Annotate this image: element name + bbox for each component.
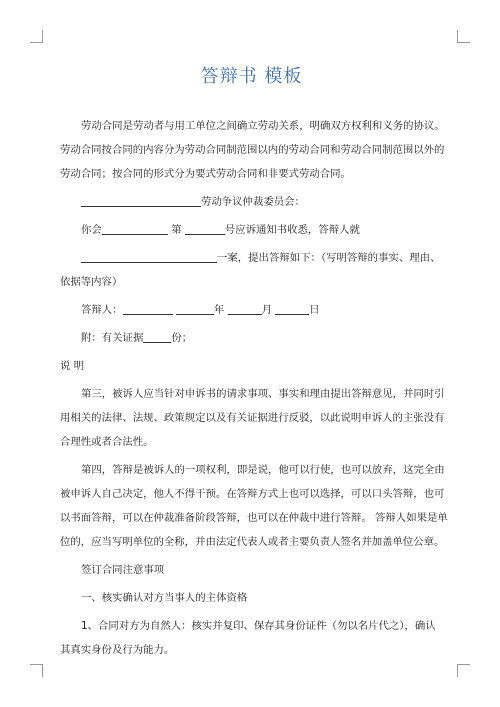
- day-blank[interactable]: [275, 301, 309, 315]
- note4-line-3: 以书面答辩，可以在仲裁准备阶段答辩，也可以在仲裁中进行答辩。 答辩人如果是单: [60, 512, 448, 524]
- notice-blank-2[interactable]: [185, 221, 225, 235]
- case-text: 一案，提出答辩如下：（写明答辩的事实、理由、: [217, 252, 441, 264]
- case-line-continued: 依据等内容）: [60, 276, 123, 288]
- month-blank[interactable]: [228, 301, 262, 315]
- note3-line-2: 用相关的法律、法规、政策规定以及有关证据进行反驳，以此说明申诉人的主张没有: [60, 412, 445, 424]
- note4-line-1: 第四，答辩是被诉人的一项权利，即是说，他可以行使，也可以放弃，这完全由: [81, 464, 445, 476]
- year-blank[interactable]: [176, 301, 214, 315]
- note3-line-1: 第三，被诉人应当针对申诉书的请求事项、事实和理由提出答辩意见，并同时引: [81, 388, 445, 400]
- respondent-blank[interactable]: [123, 301, 173, 315]
- page-corner-mark-bottom-left: [30, 664, 43, 677]
- intro-line-1: 劳动合同是劳动者与用工单位之间确立劳动关系，明确双方权利和义务的协议。: [81, 120, 445, 132]
- note4-line-2: 被申诉人自己决定，他人不得干预。在答辩方式上也可以选择，可以口头答辩，也可: [60, 488, 445, 500]
- note3-line-3: 合理性或者合法性。: [60, 436, 154, 448]
- page-corner-mark-bottom-right: [457, 664, 470, 677]
- note4-line-4: 位的，应当写明单位的全称，并由法定代表人或者主要负责人签名并加盖单位公章。: [60, 536, 445, 548]
- document-page: [60, 62, 448, 662]
- item-1-line-2: 其真实身份及行为能力。: [60, 644, 175, 656]
- respondent-line: [60, 298, 443, 322]
- year-label: 年: [213, 304, 225, 316]
- notice-prefix: 你会: [81, 224, 102, 236]
- page-corner-mark-top-right: [457, 30, 470, 43]
- document-title: 答辩书 模板: [200, 66, 303, 87]
- attachment-unit: 份；: [171, 332, 193, 344]
- attachment-label: 附：有关证据: [81, 332, 144, 344]
- attachment-line: [60, 326, 443, 350]
- intro-line-3: 劳动合同；按合同的形式分为要式劳动合同和非要式劳动合同。: [60, 168, 351, 180]
- respondent-label: 答辩人：: [81, 304, 123, 316]
- month-label: 月: [261, 304, 272, 316]
- section-1-heading: 一、核实确认对方当事人的主体资格: [81, 592, 248, 604]
- intro-line-2: 劳动合同按合同的内容分为劳动合同制范围以内的劳动合同和劳动合同制范围以外的: [60, 144, 445, 156]
- sign-heading: 签订合同注意事项: [81, 564, 165, 576]
- notice-number-label: 第: [171, 224, 182, 236]
- notice-suffix: 号应诉通知书收悉，答辩人就: [224, 224, 360, 236]
- attachment-count-blank[interactable]: [143, 329, 171, 343]
- committee-label: 劳动争议仲裁委员会：: [201, 196, 305, 208]
- committee-blank[interactable]: [81, 193, 201, 207]
- committee-line: [60, 190, 443, 214]
- day-label: 日: [309, 304, 320, 316]
- item-1-line-1: 1、合同对方为自然人：核实并复印、保存其身份证件（勿以名片代之），确认: [81, 620, 436, 632]
- notes-heading: 说 明: [60, 360, 85, 372]
- case-blank[interactable]: [81, 249, 217, 263]
- case-line: [60, 246, 443, 270]
- notice-line: [60, 218, 443, 242]
- notice-blank-1[interactable]: [102, 221, 168, 235]
- page-corner-mark-top-left: [30, 30, 43, 43]
